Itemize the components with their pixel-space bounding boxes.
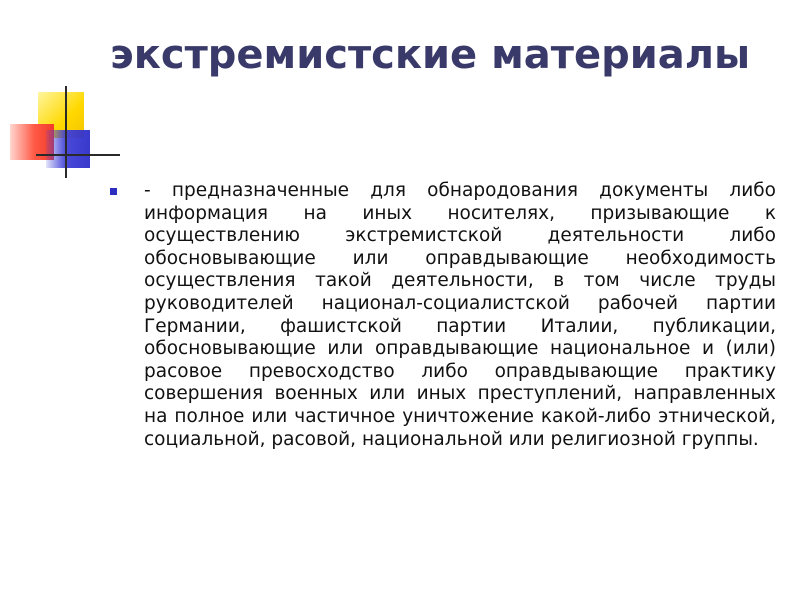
- bullet-text: - предназначенные для обнародования документы либо информация на иных носителях, призывающие к осуществлению экстремистской деятельности либо обосновывающие или оправдывающие необходимость осуществления такой деятельности, в том числе труды руководителей национал-социалистской рабочей партии Германии, фашистской партии Италии, публикации, обосновывающие или оправдывающие национальное и (или) расовое превосходство либо оправдывающие практику совершения военных или иных преступлений, направленных на полное или частичное уничтожение какой-либо этнической, социальной, расовой, национальной или религиозной группы.: [144, 180, 776, 450]
- slide-title: экстремистские материалы: [110, 32, 751, 78]
- list-item: [110, 180, 776, 451]
- bullet-list: [110, 180, 776, 451]
- square-bullet-icon: [110, 188, 117, 195]
- blue-square-icon: [46, 130, 90, 168]
- colored-squares-logo-icon: [0, 80, 120, 180]
- vertical-line-icon: [65, 86, 67, 178]
- horizontal-line-icon: [36, 154, 120, 156]
